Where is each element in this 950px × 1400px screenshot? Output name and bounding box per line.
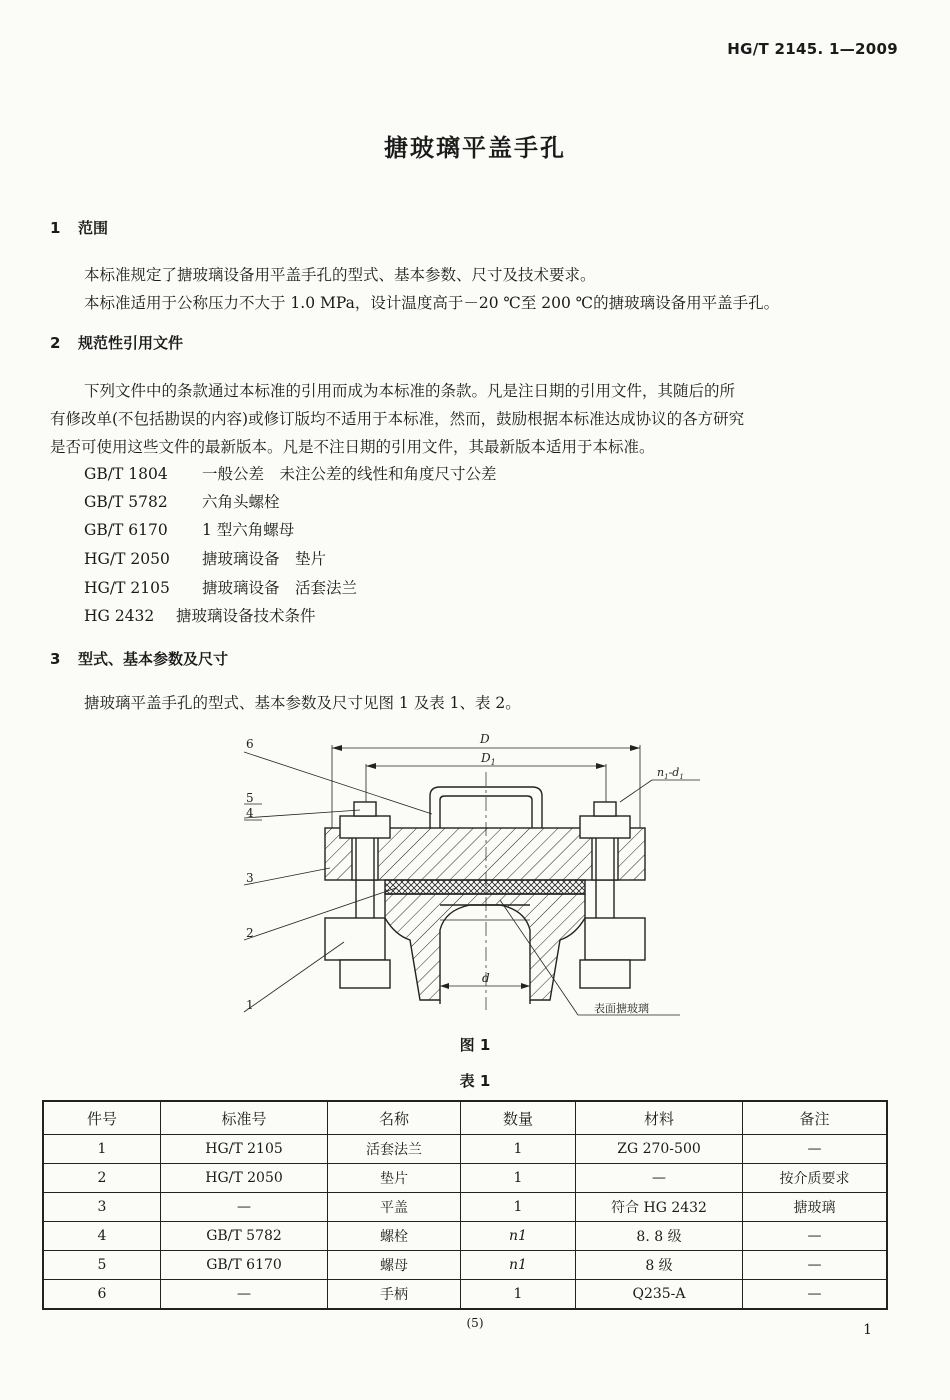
table-row	[43, 1222, 887, 1251]
table-cell: —	[161, 1280, 328, 1310]
table-cell: 3	[43, 1193, 161, 1222]
table-cell: 1	[461, 1135, 576, 1164]
table-cell: 搪玻璃	[743, 1193, 888, 1222]
table-cell: —	[743, 1222, 888, 1251]
section-title: 范围	[78, 219, 109, 237]
table-cell: 5	[43, 1251, 161, 1280]
paragraph: 本标准规定了搪玻璃设备用平盖手孔的型式、基本参数、尺寸及技术要求。	[84, 266, 596, 284]
section-title: 型式、基本参数及尺寸	[78, 650, 229, 668]
part-label-1: 1	[246, 998, 254, 1012]
table-row	[43, 1164, 887, 1193]
paragraph: 下列文件中的条款通过本标准的引用而成为本标准的条款。凡是注日期的引用文件，其随后的所	[84, 382, 736, 400]
column-header: 标准号	[161, 1101, 328, 1135]
part-label-4: 4	[246, 806, 254, 820]
dim-label-D1-main: D	[481, 751, 491, 765]
column-header: 备注	[743, 1101, 888, 1135]
table-cell: 6	[43, 1280, 161, 1310]
column-header: 材料	[576, 1101, 743, 1135]
page-number: 1	[863, 1322, 872, 1338]
table-cell: 螺栓	[328, 1222, 461, 1251]
parts-table	[42, 1100, 888, 1310]
page-footer-number: (5)	[466, 1316, 484, 1330]
section-number: 2	[50, 334, 61, 352]
reference-name: 六角头螺栓	[202, 493, 280, 511]
dim-label-n1d1-sub2: 1	[679, 773, 684, 781]
table-caption: 表 1	[459, 1072, 491, 1090]
table-cell: GB/T 6170	[161, 1251, 328, 1280]
page-title: 搪玻璃平盖手孔	[384, 134, 566, 162]
document-number: HG/T 2145. 1—2009	[727, 40, 898, 58]
reference-code: HG/T 2050	[84, 550, 170, 568]
table-cell: —	[743, 1135, 888, 1164]
table-cell: —	[743, 1251, 888, 1280]
table-row	[43, 1280, 887, 1310]
table-cell: —	[161, 1193, 328, 1222]
part-label-3: 3	[246, 871, 254, 885]
table-cell: 平盖	[328, 1193, 461, 1222]
table-cell: 4	[43, 1222, 161, 1251]
dim-label-n1d1-dash: -d	[668, 766, 680, 779]
table-cell: 1	[461, 1164, 576, 1193]
table-row	[43, 1193, 887, 1222]
table-cell: 2	[43, 1164, 161, 1193]
section-number: 3	[50, 650, 61, 668]
table-cell: HG/T 2105	[161, 1135, 328, 1164]
table-cell: 1	[43, 1135, 161, 1164]
dim-label-d: d	[482, 971, 490, 985]
table-row	[43, 1135, 887, 1164]
reference-name: 搪玻璃设备技术条件	[176, 607, 316, 625]
reference-code: GB/T 1804	[84, 465, 168, 483]
dim-label-D: D	[480, 732, 490, 746]
column-header: 名称	[328, 1101, 461, 1135]
surface-enamel-label: 表面搪玻璃	[594, 1002, 649, 1015]
section-title: 规范性引用文件	[78, 334, 184, 352]
column-header: 件号	[43, 1101, 161, 1135]
table-cell: 垫片	[328, 1164, 461, 1193]
table-cell: —	[743, 1280, 888, 1310]
reference-code: GB/T 6170	[84, 521, 168, 539]
reference-code: HG 2432	[84, 607, 155, 625]
table-cell: 1	[461, 1280, 576, 1310]
section-number: 1	[50, 219, 61, 237]
part-label-5: 5	[246, 791, 254, 805]
table-cell: HG/T 2050	[161, 1164, 328, 1193]
paragraph: 有修改单(不包括勘误的内容)或修订版均不适用于本标准，然而，鼓励根据本标准达成协议的各方研究	[50, 410, 745, 428]
table-header-row	[43, 1101, 887, 1135]
table-cell: 符合 HG 2432	[576, 1193, 743, 1222]
table-cell: Q235-A	[576, 1280, 743, 1310]
reference-name: 搪玻璃设备 活套法兰	[202, 579, 358, 597]
table-row	[43, 1251, 887, 1280]
table-cell: 8. 8 级	[576, 1222, 743, 1251]
table-cell: n1	[461, 1222, 576, 1251]
figure-caption: 图 1	[459, 1036, 491, 1054]
dim-label-n1d1-n: n	[657, 766, 665, 779]
paragraph: 是否可使用这些文件的最新版本。凡是不注日期的引用文件，其最新版本适用于本标准。	[50, 438, 655, 456]
paragraph: 搪玻璃平盖手孔的型式、基本参数及尺寸见图 1 及表 1、表 2。	[84, 694, 521, 712]
table-cell: 螺母	[328, 1251, 461, 1280]
table-cell: 按介质要求	[743, 1164, 888, 1193]
reference-name: 1 型六角螺母	[202, 521, 295, 539]
reference-name: 一般公差 未注公差的线性和角度尺寸公差	[202, 465, 497, 483]
dim-label-n1d1-sub: 1	[664, 773, 669, 781]
part-label-2: 2	[246, 926, 254, 940]
reference-name: 搪玻璃设备 垫片	[202, 550, 327, 568]
dim-label-n1d1	[657, 766, 684, 781]
part-label-6: 6	[246, 737, 254, 751]
reference-code: GB/T 5782	[84, 493, 168, 511]
table-cell: 手柄	[328, 1280, 461, 1310]
column-header: 数量	[461, 1101, 576, 1135]
table-cell: ZG 270-500	[576, 1135, 743, 1164]
table-cell: —	[576, 1164, 743, 1193]
table-cell: 1	[461, 1193, 576, 1222]
table-cell: n1	[461, 1251, 576, 1280]
dim-label-D1-sub: 1	[490, 758, 496, 767]
table-cell: 活套法兰	[328, 1135, 461, 1164]
table-cell: GB/T 5782	[161, 1222, 328, 1251]
table-cell: 8 级	[576, 1251, 743, 1280]
reference-code: HG/T 2105	[84, 579, 170, 597]
paragraph: 本标准适用于公称压力不大于 1.0 MPa，设计温度高于－20 ℃至 200 ℃的搪玻璃设备用平盖手孔。	[84, 294, 780, 312]
dim-label-D1	[480, 751, 496, 767]
